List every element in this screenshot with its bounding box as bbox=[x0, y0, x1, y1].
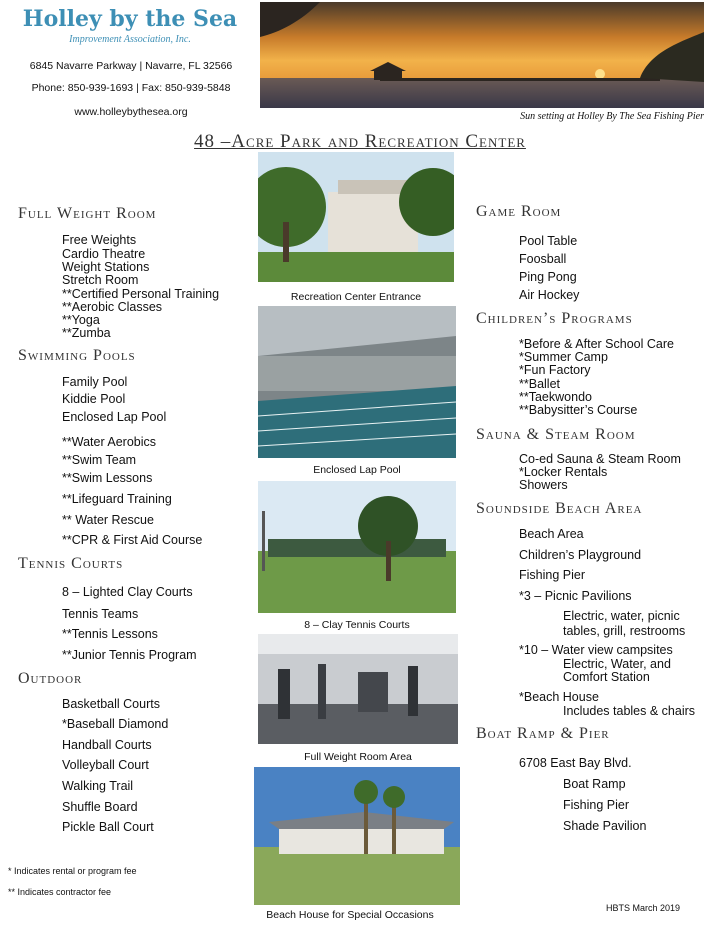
recreation-center-photo bbox=[258, 152, 454, 282]
heading-outdoor: Outdoor bbox=[18, 670, 83, 687]
list-item: Weight Stations bbox=[62, 260, 150, 274]
list-item: **Certified Personal Training bbox=[62, 287, 220, 301]
list-item: **CPR & First Aid Course bbox=[62, 533, 203, 547]
list-item: Stretch Room bbox=[62, 273, 139, 287]
sunset-pier-photo bbox=[260, 2, 704, 108]
date-stamp: HBTS March 2019 bbox=[606, 903, 681, 913]
list-item: Electric, water, picnic bbox=[563, 609, 680, 623]
list-item: *3 – Picnic Pavilions bbox=[519, 589, 632, 603]
footnote-rental-fee: * Indicates rental or program fee bbox=[8, 866, 137, 876]
caption-lap-pool: Enclosed Lap Pool bbox=[313, 464, 401, 476]
list-item: *Before & After School Care bbox=[519, 337, 674, 351]
list-item: *Baseball Diamond bbox=[62, 717, 169, 731]
list-item: Co-ed Sauna & Steam Room bbox=[519, 452, 681, 466]
beach-house-photo bbox=[254, 767, 460, 905]
list-item: **Yoga bbox=[62, 313, 100, 327]
list-item: Handball Courts bbox=[62, 738, 152, 752]
heading-sauna-steam-room: Sauna & Steam Room bbox=[476, 426, 636, 443]
caption-weight-room: Full Weight Room Area bbox=[304, 751, 412, 763]
list-item: tables, grill, restrooms bbox=[563, 624, 686, 638]
list-item: Showers bbox=[519, 478, 568, 492]
list-item: Pickle Ball Court bbox=[62, 820, 154, 834]
list-item: *Summer Camp bbox=[519, 350, 608, 364]
list-item: **Ballet bbox=[519, 377, 560, 391]
list-item: Children’s Playground bbox=[519, 548, 642, 562]
list-item: Fishing Pier bbox=[519, 568, 585, 582]
phone: Phone: 850-939-1693 | Fax: 850-939-5848 bbox=[31, 82, 231, 94]
list-item: Fishing Pier bbox=[563, 798, 629, 812]
heading-soundside-beach: Soundside Beach Area bbox=[476, 500, 643, 517]
list-item: **Swim Lessons bbox=[62, 471, 153, 485]
address: 6845 Navarre Parkway | Navarre, FL 32566 bbox=[29, 60, 233, 72]
website: www.holleybythesea.org bbox=[74, 106, 188, 118]
list-item: **Junior Tennis Program bbox=[62, 648, 197, 662]
list-item: Enclosed Lap Pool bbox=[62, 410, 167, 424]
caption-recreation-center: Recreation Center Entrance bbox=[290, 291, 422, 303]
heading-tennis-courts: Tennis Courts bbox=[18, 555, 124, 572]
page-title: 48 –Acre Park and Recreation Center bbox=[194, 131, 526, 152]
list-item: ** Water Rescue bbox=[62, 513, 154, 527]
heading-swimming-pools: Swimming Pools bbox=[18, 347, 136, 364]
list-item: Boat Ramp bbox=[563, 777, 626, 791]
heading-game-room: Game Room bbox=[476, 203, 562, 220]
list-item: Basketball Courts bbox=[62, 697, 160, 711]
heading-boat-ramp: Boat Ramp & Pier bbox=[476, 725, 610, 742]
list-item: **Water Aerobics bbox=[62, 435, 157, 449]
list-item: Beach Area bbox=[519, 527, 584, 541]
list-item: Volleyball Court bbox=[62, 758, 149, 772]
sunset-photo-caption: Sun setting at Holley By The Sea Fishing Pier bbox=[520, 111, 704, 122]
list-item: Free Weights bbox=[62, 233, 137, 247]
list-item: Comfort Station bbox=[563, 670, 650, 684]
list-item: Pool Table bbox=[519, 234, 578, 248]
list-item: **Lifeguard Training bbox=[62, 492, 172, 506]
list-item: **Tennis Lessons bbox=[62, 627, 158, 641]
logo bbox=[10, 6, 250, 54]
list-item: *Fun Factory bbox=[519, 363, 591, 377]
list-item: Ping Pong bbox=[519, 270, 577, 284]
heading-weight-room: Full Weight Room bbox=[18, 205, 157, 222]
list-item: *Locker Rentals bbox=[519, 465, 608, 479]
weight-room-photo bbox=[258, 634, 458, 744]
logo-subtitle: Improvement Association, Inc. bbox=[69, 34, 191, 45]
footnote-contractor-fee: ** Indicates contractor fee bbox=[8, 887, 112, 897]
list-item: Electric, Water, and bbox=[563, 657, 671, 671]
logo-title: Holley by the Sea bbox=[22, 6, 238, 32]
list-item: 6708 East Bay Blvd. bbox=[519, 756, 632, 770]
list-item: Foosball bbox=[519, 252, 567, 266]
heading-childrens-programs: Children’s Programs bbox=[476, 310, 633, 327]
list-item: Shuffle Board bbox=[62, 800, 138, 814]
caption-tennis-courts: 8 – Clay Tennis Courts bbox=[304, 619, 410, 631]
list-item: Walking Trail bbox=[62, 779, 134, 793]
list-item: **Taekwondo bbox=[519, 390, 592, 404]
tennis-courts-photo bbox=[258, 481, 456, 613]
lap-pool-photo bbox=[258, 306, 456, 458]
caption-beach-house: Beach House for Special Occasions bbox=[266, 909, 434, 921]
list-item: Tennis Teams bbox=[62, 607, 139, 621]
list-item: Kiddie Pool bbox=[62, 392, 126, 406]
list-item: Family Pool bbox=[62, 375, 128, 389]
list-item: *Beach House bbox=[519, 690, 599, 704]
list-item: **Zumba bbox=[62, 326, 111, 340]
list-item: **Swim Team bbox=[62, 453, 137, 467]
list-item: *10 – Water view campsites bbox=[519, 643, 673, 657]
list-item: Air Hockey bbox=[519, 288, 580, 302]
list-item: **Babysitter’s Course bbox=[519, 403, 638, 417]
list-item: Includes tables & chairs bbox=[563, 704, 696, 718]
list-item: 8 – Lighted Clay Courts bbox=[62, 585, 193, 599]
list-item: Shade Pavilion bbox=[563, 819, 647, 833]
list-item: Cardio Theatre bbox=[62, 247, 146, 261]
list-item: **Aerobic Classes bbox=[62, 300, 163, 314]
